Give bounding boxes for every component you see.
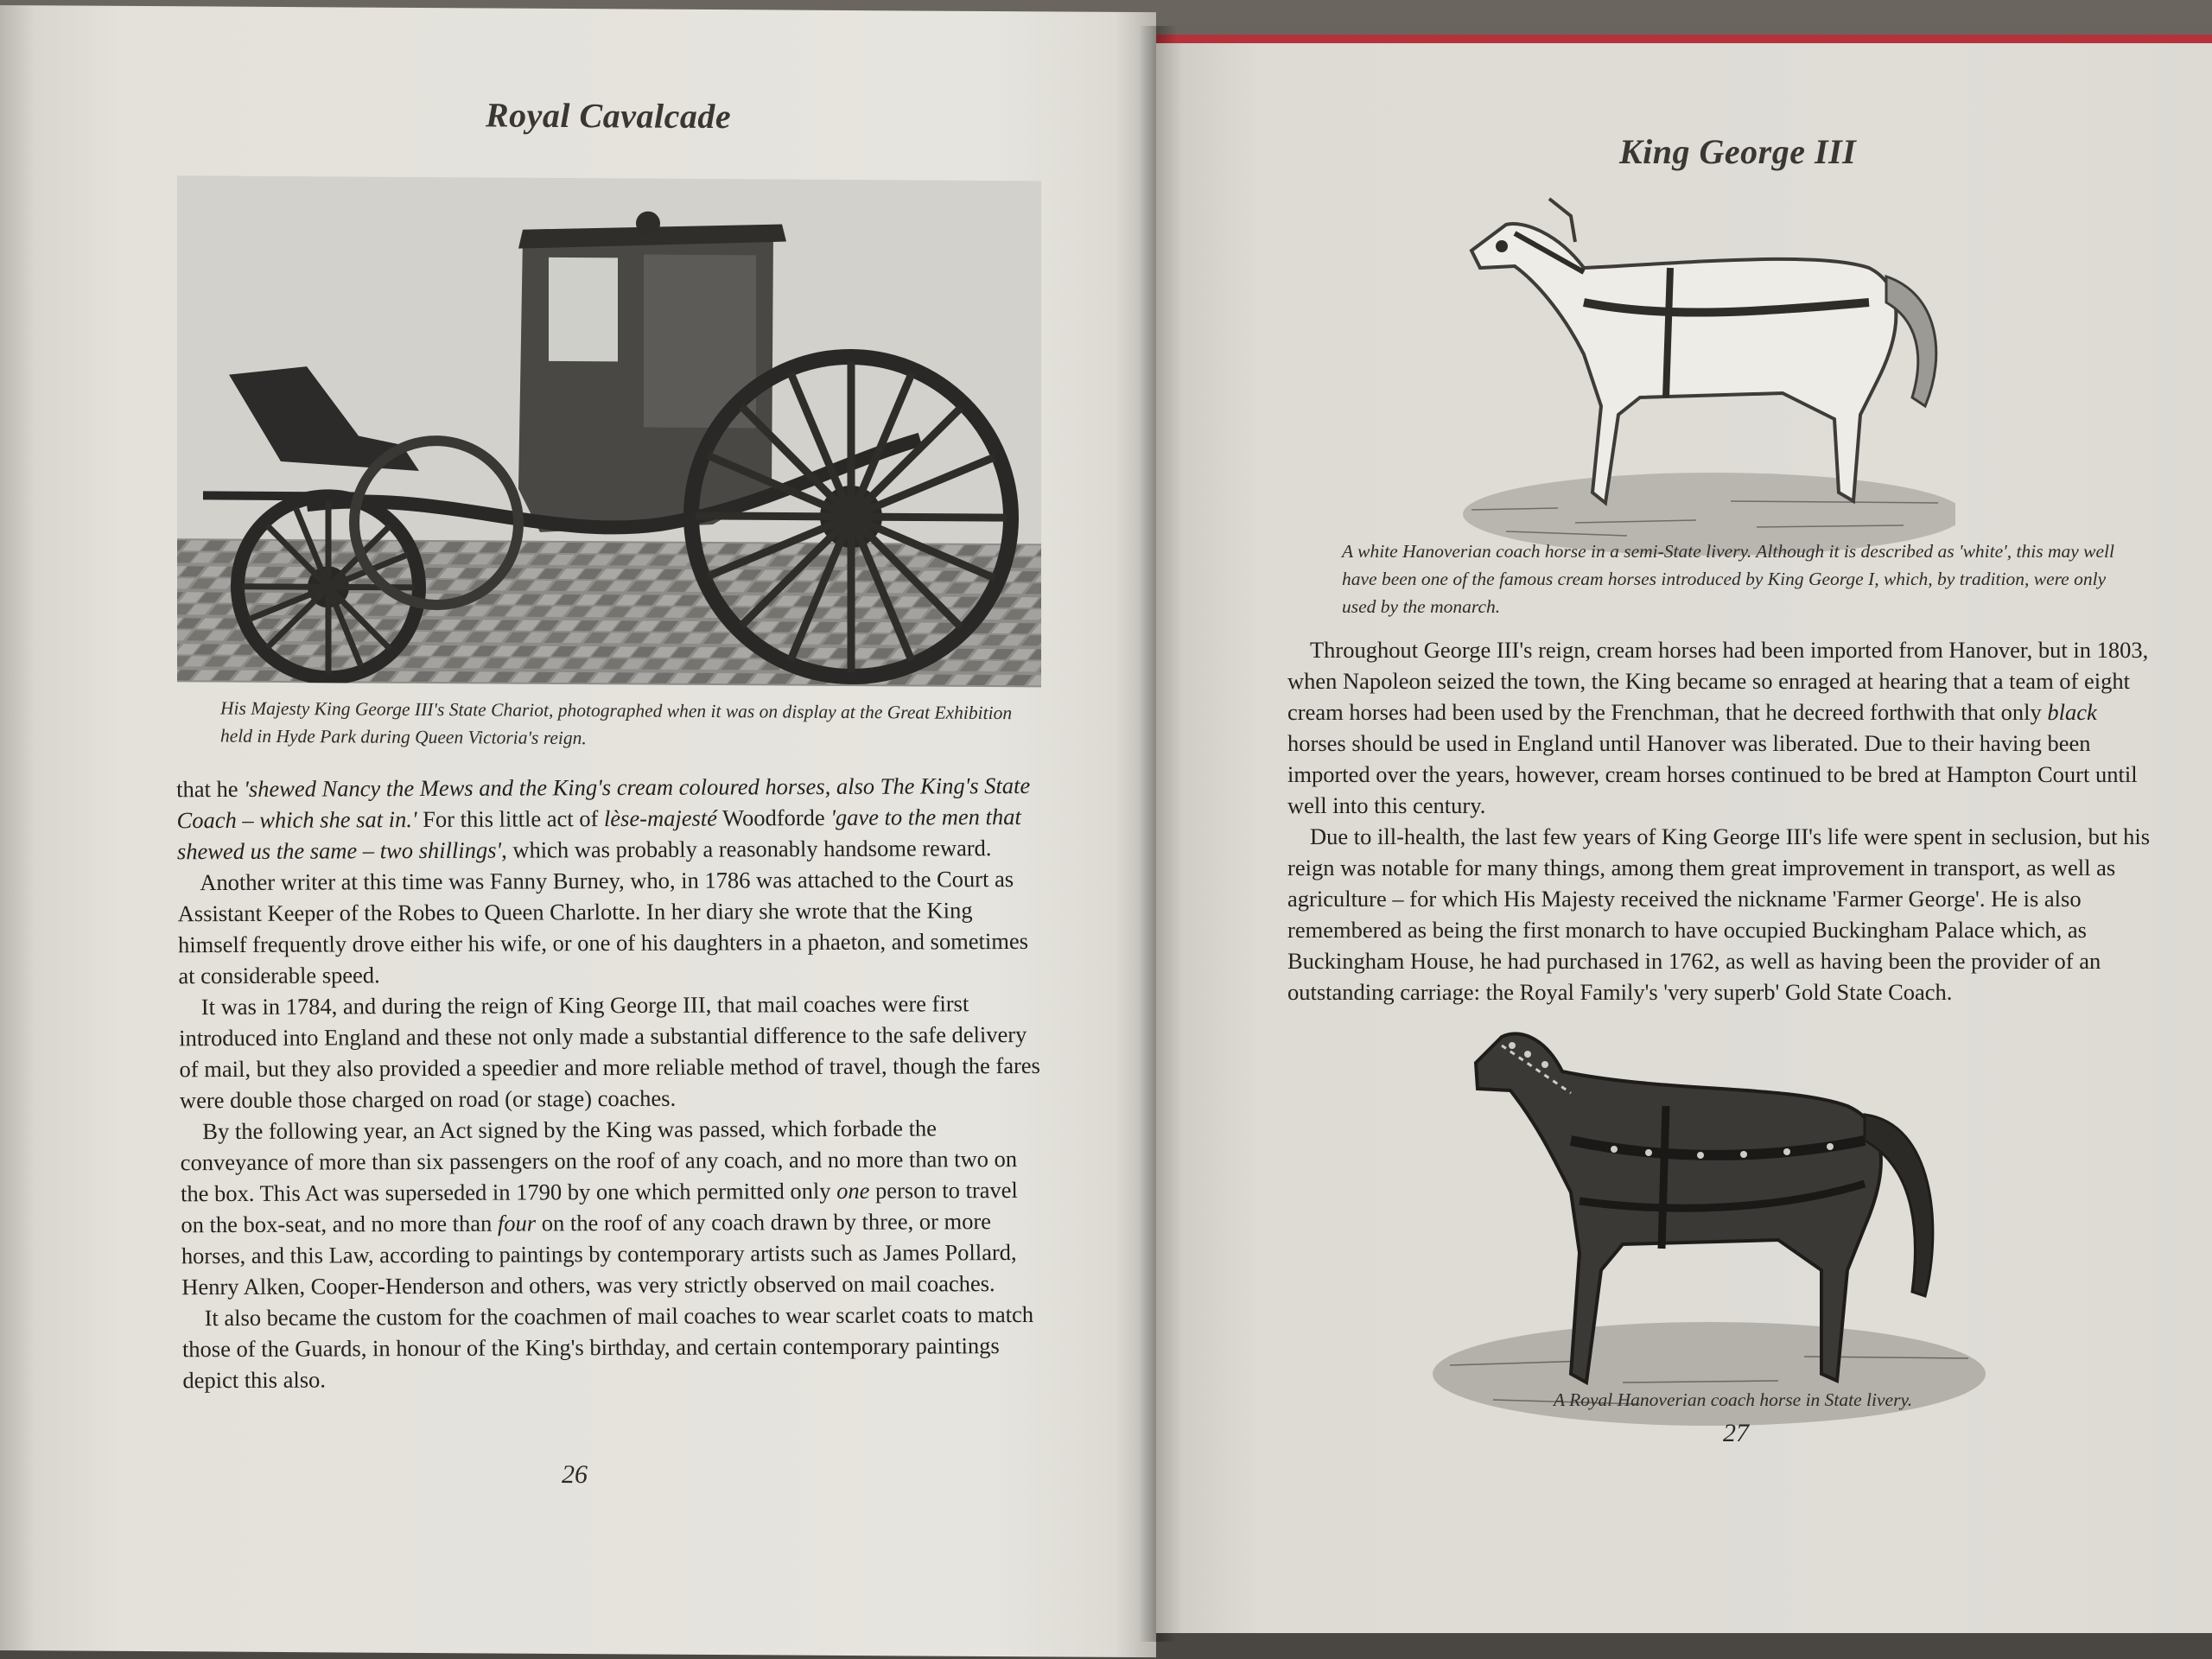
text-segment: Due to ill-health, the last few years of King George III's life were spent in seclusion, but his reign was notable for many things, among them great improvement in transport, as well as agriculture – for which His Majesty received the nickname 'Farmer George'. He is also remembered as being the first monarch to have occupied Buckingham Palace which, as Buckingham House, he had purchased in 1762, as well as having been the provider of an outstanding carriage: the Royal Family's 'very superb' Gold State Coach. bbox=[1287, 823, 2151, 1005]
paragraph-1 bbox=[1287, 821, 2160, 1007]
italic-text-segment: black bbox=[2047, 699, 2097, 725]
page-number-right: 27 bbox=[1723, 1419, 1749, 1447]
italic-text-segment: four bbox=[497, 1210, 537, 1236]
royal-coach-horse-engraving bbox=[1415, 1011, 1986, 1443]
paragraph-3 bbox=[180, 1112, 1046, 1302]
text-segment: It also became the custom for the coachmen of mail coaches to wear scarlet coats to match those of the Guards, in honour of the King's birthday, and certain contemporary paintings depict this also. bbox=[181, 1300, 1034, 1394]
paragraph-0 bbox=[1287, 634, 2160, 821]
paragraph-2 bbox=[179, 988, 1044, 1116]
text-segment: on the roof of any coach drawn by three, or more horses, and this Law, according to paintings by contemporary artists such as James Pollard, Henry Alken, Cooper-Henderson and others, was very strictly observed on mail coaches. bbox=[181, 1208, 1017, 1300]
italic-text-segment: lèse-majesté bbox=[603, 804, 718, 832]
text-segment: that he bbox=[176, 775, 245, 803]
running-head-right: King George III bbox=[1619, 132, 1857, 171]
paragraph-4 bbox=[181, 1299, 1046, 1395]
text-segment: Another writer at this time was Fanny Burney, who, in 1786 was attached to the Court as Assistant Keeper of the Robes to Queen Charlotte. In her diary she wrote that the King himself frequently drove either his wife, or one of his daughters in a phaeton, and sometimes at considerable speed. bbox=[177, 866, 1029, 989]
page-number-left: 26 bbox=[562, 1459, 588, 1490]
italic-text-segment: 'shewed Nancy the Mews and the King's cream coloured horses, also The King's State Coach – which she sat in.' bbox=[176, 772, 1031, 834]
left-body-text bbox=[176, 770, 1046, 1395]
text-segment: By the following year, an Act signed by the King was passed, which forbade the conveyance of more than six passengers on the roof of any coach, and no more than two on the box. This Act was superseded in 1790 by one which permitted only bbox=[180, 1115, 1018, 1207]
italic-text-segment: one bbox=[836, 1177, 870, 1204]
text-segment: horses should be used in England until Hanover was liberated. Due to their having been imported over the years, however, cream horses continued to be bred at Hampton Court until well into this century. bbox=[1287, 730, 2138, 818]
white-coach-horse-engraving bbox=[1454, 181, 1955, 579]
state-chariot-caption: His Majesty King George III's State Chariot, photographed when it was on display at the Great Exhibition held in Hyde Park during Queen Victoria's reign. bbox=[220, 697, 1013, 749]
left-page bbox=[0, 5, 1156, 1657]
text-segment: For this little act of bbox=[416, 805, 605, 833]
text-segment: Throughout George III's reign, cream horses had been imported from Hanover, but in 1803, when Napoleon seized the town, the King became so enraged at hearing that a team of eight cream horses had been used by the Frenchman, that he decreed forthwith that only bbox=[1287, 637, 2149, 725]
white-horse-caption: A white Hanoverian coach horse in a semi-State livery. Although it is described as 'white', this may well have been one of the famous cream horses introduced by King George I, which, by tradition, were only used by the monarch. bbox=[1342, 541, 2114, 617]
text-segment: person to travel on the box-seat, and no more than bbox=[181, 1177, 1018, 1238]
running-head-left: Royal Cavalcade bbox=[486, 95, 732, 137]
right-body-text bbox=[1287, 634, 2160, 1007]
text-segment: Woodforde bbox=[716, 804, 831, 831]
text-segment: , which was probably a reasonably handsome reward. bbox=[500, 835, 992, 863]
italic-text-segment: 'gave to the men that shewed us the same – two shillings' bbox=[176, 803, 1021, 865]
right-page bbox=[1156, 43, 2212, 1633]
text-segment: It was in 1784, and during the reign of King George III, that mail coaches were first introduced into England and these not only made a substantial difference to the safe delivery of mail, but they also provided a speedier and more reliable method of travel, though the fares were double those charged on road (or stage) coaches. bbox=[179, 990, 1041, 1114]
paragraph-1 bbox=[177, 863, 1042, 991]
royal-horse-caption: A Royal Hanoverian coach horse in State livery. bbox=[1554, 1389, 1913, 1410]
paragraph-0 bbox=[176, 770, 1041, 867]
state-chariot-photo bbox=[177, 175, 1041, 687]
